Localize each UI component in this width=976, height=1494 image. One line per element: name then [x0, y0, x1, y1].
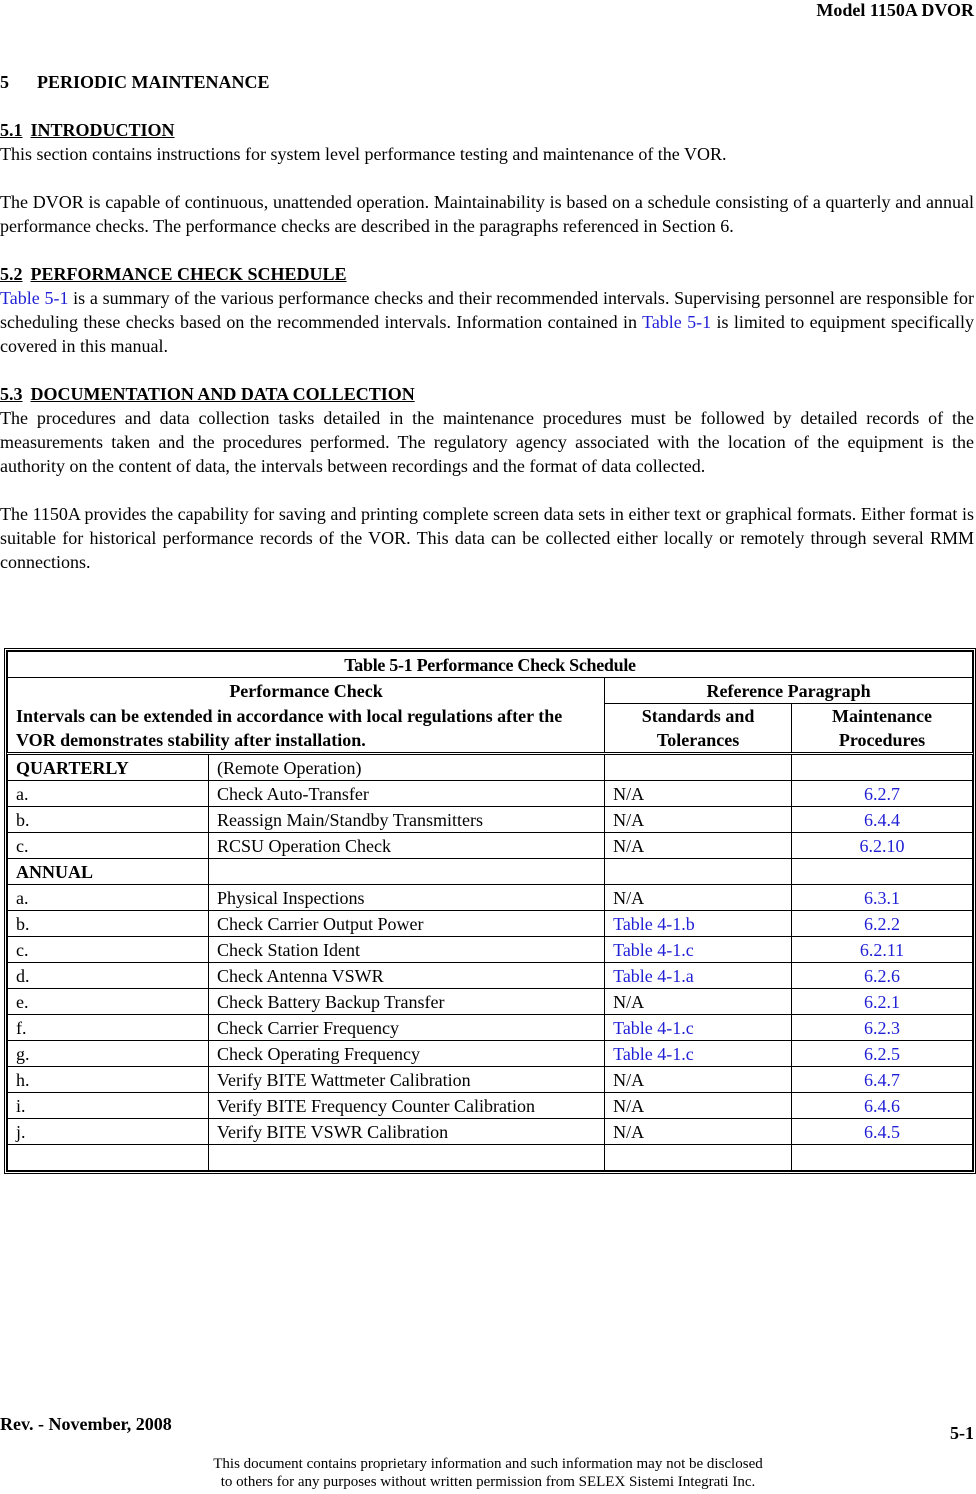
table-row [8, 754, 973, 781]
check-description: Check Station Ident [209, 937, 605, 963]
standards-reference: N/A [605, 781, 792, 807]
paragraph: This section contains instructions for system level performance testing and maintenance of the VOR. [0, 144, 727, 164]
standards-reference: N/A [605, 1119, 792, 1145]
check-description: Check Operating Frequency [209, 1041, 605, 1067]
table-row [8, 885, 973, 911]
interval-note: Intervals can be extended in accordance with local regulations after the VOR demonstrates stability after installation. [8, 704, 605, 754]
procedure-reference-link[interactable]: 6.2.3 [864, 1017, 901, 1038]
standards-reference-link[interactable]: Table 4-1.c [613, 1017, 694, 1038]
procedure-reference[interactable] [792, 833, 973, 859]
revision-date: Rev. - November, 2008 [0, 1414, 172, 1434]
section-number: 5.1 [0, 120, 23, 140]
procedure-reference-link[interactable]: 6.4.5 [864, 1121, 901, 1142]
standards-tolerances-header: Standards and Tolerances [605, 704, 792, 754]
check-description: Physical Inspections [209, 885, 605, 911]
table-row [8, 937, 973, 963]
procedure-reference-link[interactable]: 6.2.2 [864, 913, 901, 934]
table-row [8, 1067, 973, 1093]
standards-reference-link[interactable]: Table 4-1.c [613, 1043, 694, 1064]
check-description: Verify BITE Frequency Counter Calibration [209, 1093, 605, 1119]
section-number: 5.3 [0, 384, 23, 404]
procedure-reference[interactable] [792, 937, 973, 963]
standards-reference: N/A [605, 885, 792, 911]
section-title: PERFORMANCE CHECK SCHEDULE [30, 264, 347, 284]
chapter-heading [0, 70, 974, 94]
item-letter: c. [8, 833, 209, 859]
table-row [8, 781, 973, 807]
table-row [8, 859, 973, 885]
standards-reference: N/A [605, 989, 792, 1015]
procedure-reference[interactable] [792, 963, 973, 989]
chapter-title: PERIODIC MAINTENANCE [37, 72, 270, 92]
table-row [8, 911, 973, 937]
procedure-reference-link[interactable]: 6.2.1 [864, 991, 901, 1012]
standards-reference: N/A [605, 1067, 792, 1093]
procedure-reference[interactable] [792, 1041, 973, 1067]
proprietary-notice: This document contains proprietary information and such information may not be disclosed to others for any purposes without written permission from SELEX Sistemi Integrati Inc. [213, 1456, 763, 1490]
procedure-reference-link[interactable]: 6.4.4 [864, 809, 901, 830]
table-row [8, 1015, 973, 1041]
standards-reference[interactable] [605, 911, 792, 937]
check-description: RCSU Operation Check [209, 833, 605, 859]
procedure-reference-link[interactable]: 6.4.7 [864, 1069, 901, 1090]
table-row [8, 963, 973, 989]
procedure-reference[interactable] [792, 1015, 973, 1041]
procedure-reference[interactable] [792, 807, 973, 833]
paragraph: The procedures and data collection tasks detailed in the maintenance procedures must be followed by detailed records of the measurements taken and the procedures performed. The regulatory agency associated with the location of the equipment is the authority on the content of data, the intervals between recordings and the format of data collected. [0, 408, 974, 476]
page-body [0, 70, 974, 574]
reference-paragraph-header: Reference Paragraph [605, 678, 973, 704]
page-number: 5-1 [950, 1423, 974, 1443]
table-5-1-link[interactable]: Table 5-1 [642, 312, 712, 332]
check-description: Check Carrier Frequency [209, 1015, 605, 1041]
procedure-reference-link[interactable]: 6.2.11 [859, 939, 905, 960]
performance-check-table [4, 648, 976, 1174]
table-row [8, 833, 973, 859]
paragraph: The 1150A provides the capability for saving and printing complete screen data sets in either text or graphical formats. Either format is suitable for historical performance records of the VOR. This data can be collected either locally or remotely through several RMM connections. [0, 504, 974, 572]
procedure-reference[interactable] [792, 885, 973, 911]
check-description: Check Antenna VSWR [209, 963, 605, 989]
procedure-reference-link[interactable]: 6.2.10 [859, 835, 905, 856]
table-title: Table 5-1 Performance Check Schedule [8, 652, 973, 678]
item-letter: c. [8, 937, 209, 963]
standards-reference[interactable] [605, 1015, 792, 1041]
check-description: Verify BITE VSWR Calibration [209, 1119, 605, 1145]
procedure-reference[interactable] [792, 1093, 973, 1119]
procedure-reference-link[interactable]: 6.3.1 [864, 887, 901, 908]
procedure-reference[interactable] [792, 911, 973, 937]
performance-check-header: Performance Check [8, 678, 605, 704]
procedure-reference[interactable] [792, 1119, 973, 1145]
section-5-1-heading [0, 118, 974, 142]
procedure-reference-link[interactable]: 6.2.5 [864, 1043, 901, 1064]
paragraph: Table 5-1 is a summary of the various performance checks and their recommended intervals. Supervising personnel are responsible for scheduling these checks based on the recommended intervals. Information contained in Table 5-1 is limited to equipment specifically covered in this manual. [0, 288, 974, 356]
item-letter: f. [8, 1015, 209, 1041]
procedure-reference-link[interactable]: 6.2.7 [864, 783, 901, 804]
section-5-3-heading [0, 382, 974, 406]
item-letter: b. [8, 911, 209, 937]
standards-reference-link[interactable]: Table 4-1.a [613, 965, 694, 986]
section-5-2-heading [0, 262, 974, 286]
item-letter: h. [8, 1067, 209, 1093]
check-description: Check Battery Backup Transfer [209, 989, 605, 1015]
procedure-reference[interactable] [792, 781, 973, 807]
section-title: INTRODUCTION [30, 120, 175, 140]
table-row [8, 1041, 973, 1067]
check-description: Reassign Main/Standby Transmitters [209, 807, 605, 833]
table-row [8, 1119, 973, 1145]
standards-reference[interactable] [605, 1041, 792, 1067]
procedure-reference[interactable] [792, 1067, 973, 1093]
procedure-reference-link[interactable]: 6.2.6 [864, 965, 901, 986]
standards-reference[interactable] [605, 937, 792, 963]
standards-reference: N/A [605, 807, 792, 833]
table-row-empty [8, 1145, 973, 1171]
item-letter: j. [8, 1119, 209, 1145]
group-label: QUARTERLY [8, 754, 209, 781]
item-letter: a. [8, 885, 209, 911]
maintenance-procedures-header: Maintenance Procedures [792, 704, 973, 754]
check-description: Check Auto-Transfer [209, 781, 605, 807]
standards-reference[interactable] [605, 963, 792, 989]
standards-reference: N/A [605, 833, 792, 859]
item-letter: b. [8, 807, 209, 833]
chapter-number: 5 [0, 72, 9, 92]
group-label: ANNUAL [8, 859, 209, 885]
paragraph: The DVOR is capable of continuous, unattended operation. Maintainability is based on a schedule consisting of a quarterly and annual performance checks. The performance checks are described in the paragraphs referenced in Section 6. [0, 192, 974, 236]
item-letter: g. [8, 1041, 209, 1067]
procedure-reference[interactable] [792, 989, 973, 1015]
standards-reference-link[interactable]: Table 4-1.b [613, 913, 695, 934]
running-header: Model 1150A DVOR [816, 0, 974, 20]
check-description: Check Carrier Output Power [209, 911, 605, 937]
table-5-1-link[interactable]: Table 5-1 [0, 288, 69, 308]
item-letter: i. [8, 1093, 209, 1119]
item-letter: a. [8, 781, 209, 807]
table-row [8, 1093, 973, 1119]
table-row [8, 807, 973, 833]
section-number: 5.2 [0, 264, 23, 284]
item-letter: e. [8, 989, 209, 1015]
item-letter: d. [8, 963, 209, 989]
procedure-reference-link[interactable]: 6.4.6 [864, 1095, 901, 1116]
standards-reference: N/A [605, 1093, 792, 1119]
check-description: Verify BITE Wattmeter Calibration [209, 1067, 605, 1093]
table-row [8, 989, 973, 1015]
standards-reference-link[interactable]: Table 4-1.c [613, 939, 694, 960]
section-title: DOCUMENTATION AND DATA COLLECTION [30, 384, 415, 404]
group-note: (Remote Operation) [209, 754, 605, 781]
